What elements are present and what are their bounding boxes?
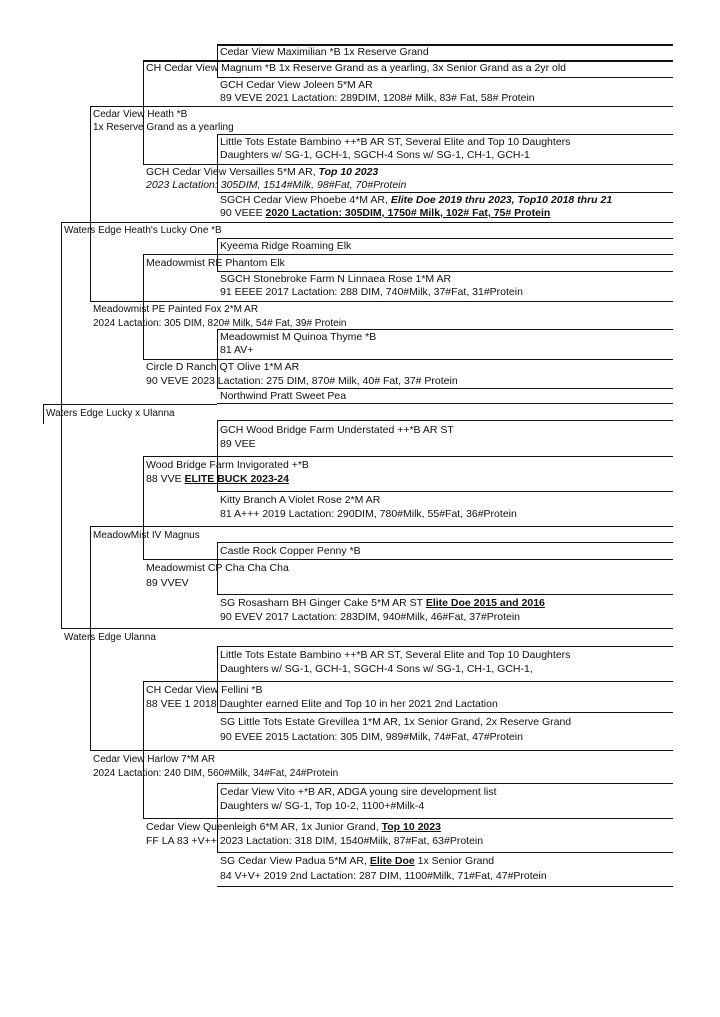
vline-gen4-c [143, 456, 144, 559]
gen5-sdsd-line1: SGCH Stonebroke Farm N Linnaea Rose 1*M AR [220, 273, 452, 285]
line-dd [90, 750, 673, 751]
vline-gen1 [43, 404, 44, 424]
gen5-ssdd-line2: 90 VEEE 2020 Lactation: 305DIM, 1750# Milk, 102# Fat, 75# Protein [220, 207, 551, 219]
vline-gen4-d [143, 681, 144, 818]
line-sire [61, 222, 673, 223]
gen4-sss: CH Cedar View Magnum *B 1x Reserve Grand as a yearling, 3x Senior Grand as a 2yr old [146, 62, 567, 74]
gen5-dssd-line1: Kitty Branch A Violet Rose 2*M AR [220, 494, 381, 506]
line-dsds [217, 542, 673, 543]
gen2-sire: Waters Edge Heath's Lucky One *B [64, 225, 222, 236]
line-sddd [217, 388, 673, 389]
gen3-sd-line1: Meadowmist PE Painted Fox 2*M AR [93, 304, 259, 315]
gen5-ddds-line2: Daughters w/ SG-1, Top 10-2, 1100+#Milk-4 [220, 800, 425, 812]
line-sssd [217, 77, 673, 78]
line-dssd [217, 491, 673, 492]
line-dsss [217, 420, 673, 421]
line-ddds [217, 783, 673, 784]
line-dddd [217, 852, 673, 853]
gen5-ssdd-line1: SGCH Cedar View Phoebe 4*M AR, Elite Doe 2019 thru 2023, Top10 2018 thru 21 [220, 194, 613, 206]
gen5-dsdd-line1: SG Rosasharn BH Ginger Cake 5*M AR ST Elite Doe 2015 and 2016 [220, 597, 545, 609]
vline-gen3-sire [90, 106, 91, 301]
gen5-sdds-line1: Meadowmist M Quinoa Thyme *B [220, 331, 377, 343]
gen3-sd-line2: 2024 Lactation: 305 DIM, 820# Milk, 54# Fat, 39# Protein [93, 318, 347, 329]
gen5-dsss-line2: 89 VEE [220, 438, 256, 450]
gen4-dds-line2: 88 VEE 1 2018 Daughter earned Elite and Top 10 in her 2021 2nd Lactation [146, 698, 498, 710]
gen5-dsds: Castle Rock Copper Penny *B [220, 545, 361, 557]
gen3-dd-line1: Cedar View Harlow 7*M AR [93, 754, 216, 765]
line-ddsd [217, 712, 673, 713]
gen3-dd-line2: 2024 Lactation: 240 DIM, 560#Milk, 34#Fat, 24#Protein [93, 768, 339, 779]
gen5-ddds-line1: Cedar View Vito +*B AR, ADGA young sire development list [220, 786, 497, 798]
gen5-ddss-line2: Daughters w/ SG-1, GCH-1, SGCH-4 Sons w/ SG-1, CH-1, GCH-1, [220, 663, 533, 675]
line-dds [143, 681, 673, 682]
gen5-dsdd-line2: 90 EVEV 2017 Lactation: 283DIM, 940#Milk, 46#Fat, 37#Protein [220, 611, 521, 623]
gen4-ddd-line2: FF LA 83 +V++ 2023 Lactation: 318 DIM, 1540#Milk, 87#Fat, 63#Protein [146, 835, 484, 847]
line-ds [90, 526, 673, 527]
gen1-subject: Waters Edge Lucky x Ulanna [46, 408, 175, 419]
gen2-dam: Waters Edge Ulanna [64, 632, 156, 643]
vline-gen2 [61, 222, 62, 628]
gen3-ds: MeadowMist IV Magnus [93, 530, 200, 541]
line-dddd-bottom [217, 886, 673, 887]
line-dsdd [217, 594, 673, 595]
gen5-dssd-line2: 81 A+++ 2019 Lactation: 290DIM, 780#Milk, 55#Fat, 36#Protein [220, 508, 517, 520]
line-ss [90, 106, 673, 107]
gen5-sssd-line2: 89 VEVE 2021 Lactation: 289DIM, 1208# Milk, 83# Fat, 58# Protein [220, 92, 535, 104]
gen5-ddsd-line2: 90 EVEE 2015 Lactation: 305 DIM, 989#Milk, 74#Fat, 47#Protein [220, 731, 523, 743]
line-sdss [217, 238, 673, 239]
line-sdd [143, 359, 673, 360]
gen5-sddd: Northwind Pratt Sweet Pea [220, 390, 347, 402]
line-gen1 [43, 404, 217, 405]
gen4-dsd-line1: Meadowmist CP Cha Cha Cha [146, 562, 289, 574]
gen4-sds: Meadowmist RE Phantom Elk [146, 257, 285, 269]
line-ddd [143, 818, 673, 819]
gen4-ddd-line1: Cedar View Queenleigh 6*M AR, 1x Junior Grand, Top 10 2023 [146, 821, 441, 833]
line-sdsd [217, 271, 673, 272]
gen5-ssds-line2: Daughters w/ SG-1, GCH-1, SGCH-4 Sons w/ SG-1, CH-1, GCH-1 [220, 149, 530, 161]
gen4-dss-line2: 88 VVE ELITE BUCK 2023-24 [146, 473, 289, 485]
gen3-ss-line1: Cedar View Heath *B [93, 109, 188, 120]
gen5-sdds-line2: 81 AV+ [220, 344, 254, 356]
gen4-dsd-line2: 89 VVEV [146, 577, 189, 589]
gen5-sdss: Kyeema Ridge Roaming Elk [220, 240, 352, 252]
gen4-dds-line1: CH Cedar View Fellini *B [146, 684, 263, 696]
line-ssd [143, 164, 673, 165]
line-ssdd [217, 192, 673, 193]
gen4-ssd-line1: GCH Cedar View Versailles 5*M AR, Top 10 2023 [146, 166, 379, 178]
gen5-sdsd-line2: 91 EEEE 2017 Lactation: 288 DIM, 740#Milk, 37#Fat, 31#Protein [220, 286, 523, 298]
gen5-dddd-line1: SG Cedar View Padua 5*M AR, Elite Doe 1x Senior Grand [220, 855, 495, 867]
gen4-sdd-line1: Circle D Ranch QT Olive 1*M AR [146, 361, 300, 373]
gen5-dsss-line1: GCH Wood Bridge Farm Understated ++*B AR ST [220, 424, 454, 436]
gen5-dddd-line2: 84 V+V+ 2019 2nd Lactation: 287 DIM, 1100#Milk, 71#Fat, 47#Protein [220, 870, 547, 882]
line-sds [143, 254, 673, 255]
gen3-ss-line2: 1x Reserve Grand as a yearling [93, 122, 234, 133]
line-dam [61, 628, 673, 629]
line-ddss [217, 646, 673, 647]
gen4-sdd-line2: 90 VEVE 2023 Lactation: 275 DIM, 870# Milk, 40# Fat, 37# Protein [146, 375, 458, 387]
line-dss [143, 456, 673, 457]
gen5-ddsd-line1: SG Little Tots Estate Grevillea 1*M AR, 1x Senior Grand, 2x Reserve Grand [220, 716, 572, 728]
line-ssds [217, 134, 673, 135]
gen4-dss-line1: Wood Bridge Farm Invigorated +*B [146, 459, 309, 471]
line-dsd [143, 559, 673, 560]
gen5-ssss: Cedar View Maximilian *B 1x Reserve Grand [220, 46, 429, 58]
line-sd [90, 301, 673, 302]
gen5-ssds-line1: Little Tots Estate Bambino ++*B AR ST, Several Elite and Top 10 Daughters [220, 136, 571, 148]
gen4-ssd-line2: 2023 Lactation: 305DIM, 1514#Milk, 98#Fat, 70#Protein [146, 179, 407, 191]
line-sddd-bottom [217, 403, 673, 404]
gen5-ddss-line1: Little Tots Estate Bambino ++*B AR ST, Several Elite and Top 10 Daughters [220, 649, 571, 661]
gen5-sssd-line1: GCH Cedar View Joleen 5*M AR [220, 79, 373, 91]
